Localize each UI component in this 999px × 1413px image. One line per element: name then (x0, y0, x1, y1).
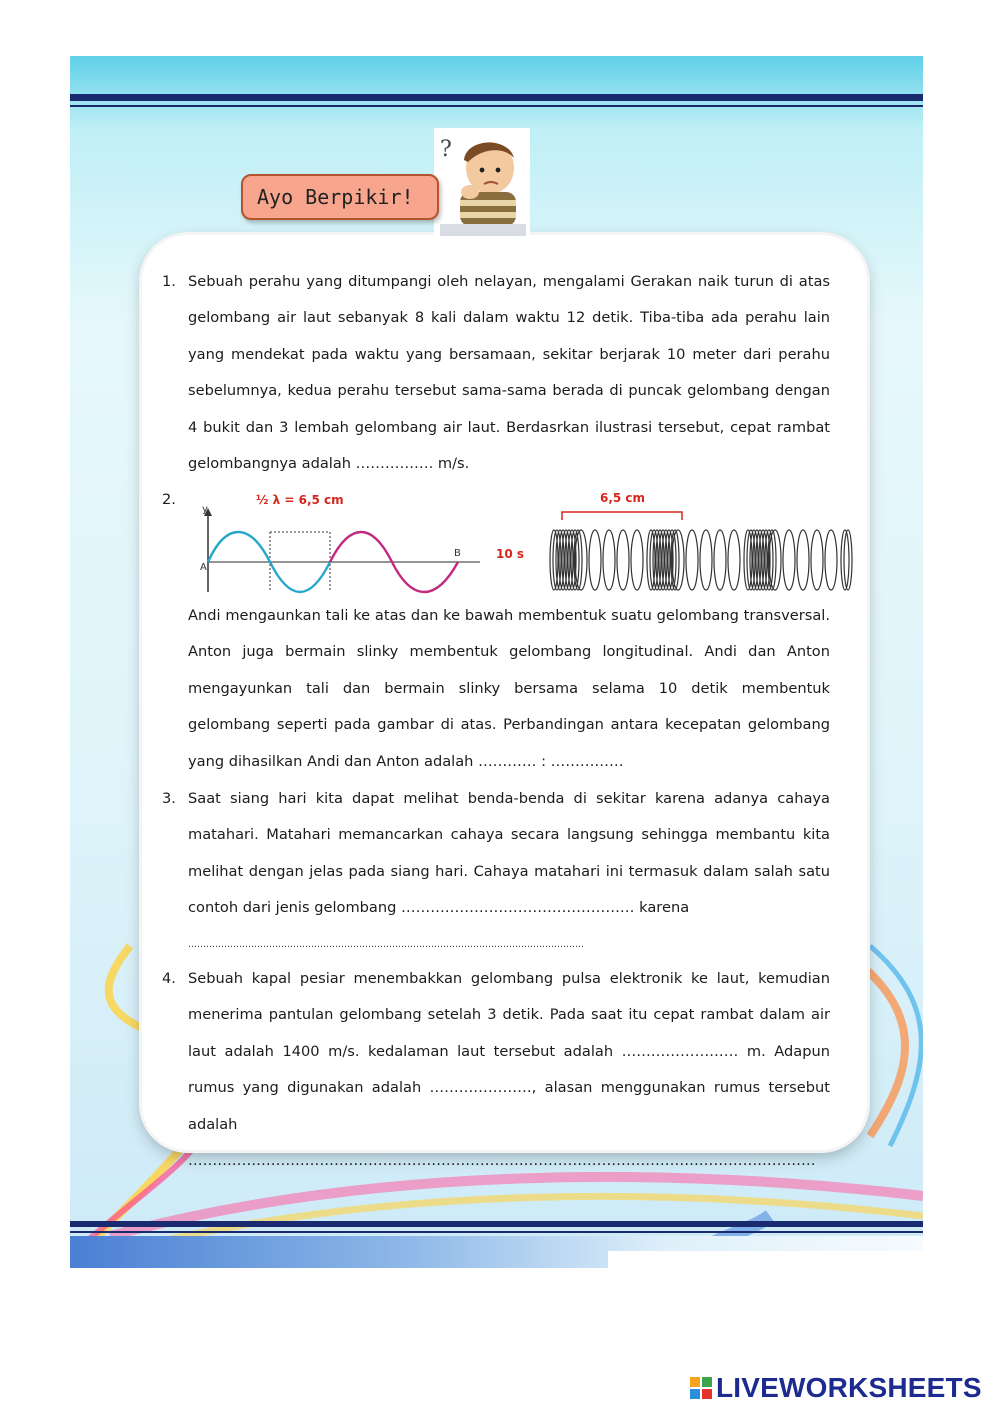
brand-name: LIVEWORKSHEETS (716, 1372, 982, 1403)
question-number: 2. (162, 491, 176, 508)
question-text: Sebuah perahu yang ditumpangi oleh nelayan, mengalami Gerakan naik turun di atas gelombang air laut sebanyak 8 kali dalam waktu 12 detik. Tiba-tiba ada perahu lain yang mendekat pada waktu yang bersamaan, sekitar berjarak 10 meter dari perahu sebelumnya, kedua perahu tersebut sama-sama berada di puncak gelombang dengan 4 bukit dan 3 lembah gelombang air laut. Berdasrkan ilustrasi tersebut, cepat rambat gelombangnya adalah ……………. m/s. (188, 273, 830, 473)
question-number: 3. (162, 790, 176, 807)
point-b-label: B (454, 548, 461, 559)
question-number: 4. (162, 970, 176, 987)
y-axis-label: y (202, 504, 208, 515)
time-label: 10 s (496, 547, 525, 561)
slinky-length-label: 6,5 cm (600, 491, 646, 505)
brand-mark-icon (690, 1377, 712, 1399)
question-2 (162, 482, 830, 780)
question-text: Sebuah kapal pesiar menembakkan gelombang pulsa elektronik ke laut, kemudian menerima pantulan gelombang setelah 3 detik. Pada saat itu cepat rambat dalam air laut adalah 1400 m/s. kedalaman laut tersebut adalah …………………… m. Adapun rumus yang digunakan adalah …………………, alasan menggunakan rumus tersebut adalah ………………………………………………………………………………………………………………… (188, 970, 830, 1170)
top-rule (70, 94, 923, 101)
section-title-box (241, 174, 439, 220)
bottom-white-patch (608, 1251, 923, 1268)
question-number: 1. (162, 273, 176, 290)
question-1 (162, 264, 830, 482)
top-rule-thin (70, 105, 923, 107)
question-text: Saat siang hari kita dapat melihat benda-benda di sekitar karena adanya cahaya matahari. Matahari memancarkan cahaya secara langsung sehingga membantu kita melihat dengan jelas pada siang hari. Cahaya matahari ini termasuk dalam salah satu contoh dari jenis gelombang ………………………………………… karena (188, 790, 830, 917)
question-3 (162, 781, 830, 963)
thinking-boy-illustration (434, 128, 530, 238)
bottom-rule (70, 1221, 923, 1227)
brand-logo (690, 1372, 982, 1404)
question-text: Andi mengaunkan tali ke atas dan ke bawah membentuk suatu gelombang transversal. Anton juga bermain slinky membentuk gelombang longitudinal. Andi dan Anton mengayunkan tali dan bermain slinky bersama selama 10 detik membentuk gelombang seperti pada gambar di atas. Perbandingan antara kecepatan gelombang yang dihasilkan Andi dan Anton adalah ………… : …………… (188, 607, 830, 770)
answer-blank-line[interactable]: …………………………………………………………………………………………………………………… (188, 939, 584, 950)
section-title: Ayo Berpikir! (257, 185, 414, 209)
question-4 (162, 961, 830, 1179)
half-wavelength-label: ½ λ = 6,5 cm (256, 493, 344, 507)
bottom-rule-thin (70, 1231, 923, 1233)
point-a-label: A (200, 562, 207, 573)
svg-text:?: ? (440, 137, 452, 162)
